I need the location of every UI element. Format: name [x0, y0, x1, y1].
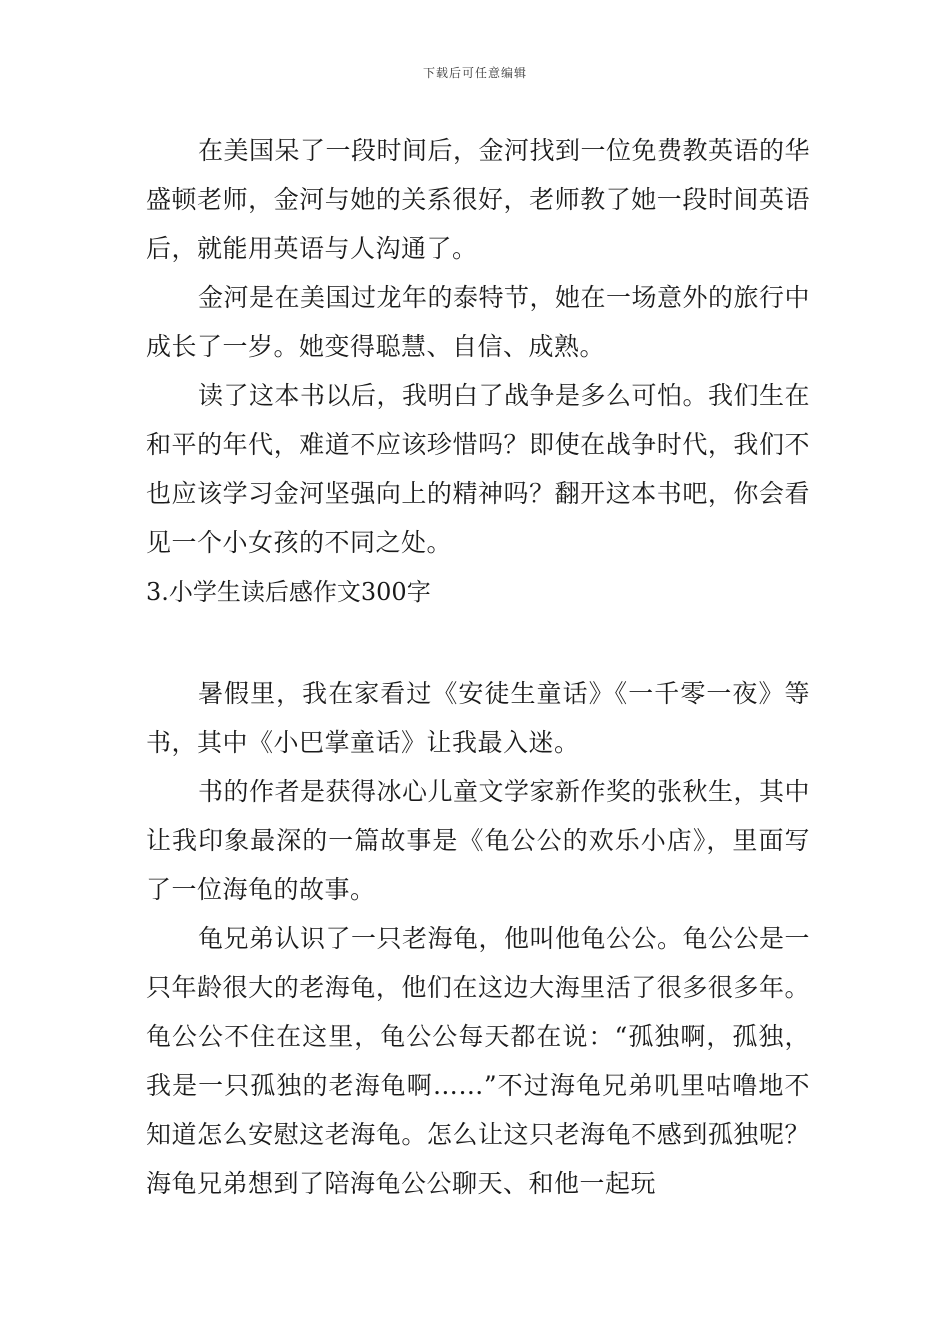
paragraph: 读了这本书以后，我明白了战争是多么可怕。我们生在和平的年代，难道不应该珍惜吗？即使在战争时代，我们不也应该学习金河坚强向上的精神吗？翻开这本书吧，你会看见一个小女孩的不同之处。 — [146, 381, 811, 557]
paragraph: 书的作者是获得冰心儿童文学家新作奖的张秋生，其中让我印象最深的一篇故事是《龟公公的欢乐小店》，里面写了一位海龟的故事。 — [146, 777, 811, 904]
page-header: 下载后可任意编辑 — [422, 66, 527, 80]
paragraph: 在美国呆了一段时间后，金河找到一位免费教英语的华盛顿老师，金河与她的关系很好，老师教了她一段时间英语后，就能用英语与人沟通了。 — [146, 136, 811, 263]
section-heading: 3.小学生读后感作文300字 — [146, 578, 431, 606]
paragraph: 金河是在美国过龙年的泰特节，她在一场意外的旅行中成长了一岁。她变得聪慧、自信、成熟。 — [146, 283, 811, 361]
document-body — [146, 126, 810, 1208]
paragraph: 暑假里，我在家看过《安徒生童话》《一千零一夜》等书，其中《小巴掌童话》让我最入迷。 — [146, 679, 810, 757]
paragraph: 龟兄弟认识了一只老海龟，他叫他龟公公。龟公公是一只年龄很大的老海龟，他们在这边大海里活了很多很多年。龟公公不住在这里，龟公公每天都在说：“孤独啊，孤独，我是一只孤独的老海龟啊……”不过海龟兄弟叽里咕噜地不知道怎么安慰这老海龟。怎么让这只老海龟不感到孤独呢？海龟兄弟想到了陪海龟公公聊天、和他一起玩 — [146, 924, 811, 1198]
section-spacer — [146, 617, 810, 669]
